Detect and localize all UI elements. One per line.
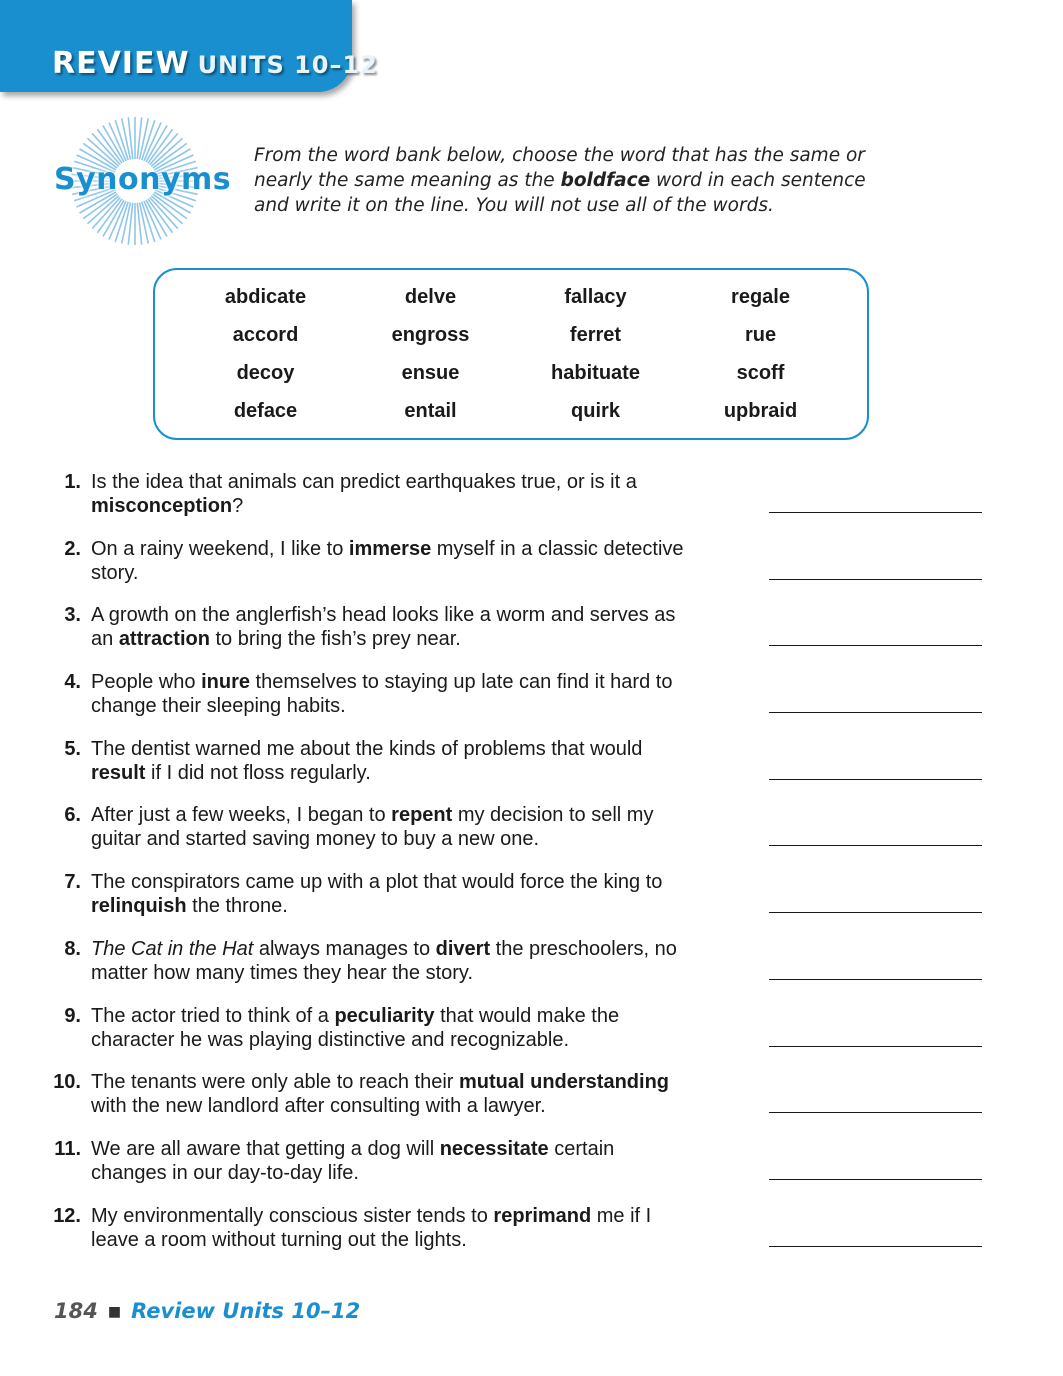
- word-bank-grid: [183, 284, 843, 425]
- question-number: 3.: [64, 604, 81, 627]
- question-text: [91, 1137, 691, 1185]
- question-text-post: that would make the character he was playing distinctive and recognizable.: [91, 1004, 620, 1051]
- word-bank-item: engross: [391, 324, 470, 346]
- answer-line[interactable]: [769, 979, 982, 980]
- instructions-bold: boldface: [560, 170, 651, 191]
- word-bank-item: fallacy: [564, 286, 627, 308]
- word-bank-item: delve: [404, 286, 457, 308]
- question-text-pre: A growth on the anglerfish’s head looks like a worm and serves as an: [91, 604, 676, 651]
- question-item: [0, 737, 1063, 804]
- question-text-pre: The conspirators came up with a plot that would force the king to: [91, 871, 663, 894]
- question-number: 5.: [64, 737, 81, 760]
- word-bank-item: regale: [731, 286, 790, 308]
- question-number: 7.: [64, 871, 81, 894]
- question-text-pre: always manages to: [253, 937, 436, 960]
- word-bank-item: scoff: [736, 362, 785, 384]
- answer-line[interactable]: [769, 845, 982, 846]
- question-text-pre: The actor tried to think of a: [91, 1004, 335, 1027]
- question-list: [0, 470, 1063, 1270]
- question-number: 9.: [64, 1004, 81, 1027]
- boldface-word: attraction: [118, 628, 210, 651]
- question-text-post: certain changes in our day-to-day life.: [91, 1137, 615, 1184]
- question-text-post: ?: [232, 495, 244, 517]
- question-text: [91, 937, 691, 985]
- footer: [54, 1299, 360, 1323]
- question-text-pre: The dentist warned me about the kinds of problems that would: [91, 737, 643, 760]
- question-text-post: if I did not floss regularly.: [145, 761, 371, 784]
- boldface-word: result: [91, 761, 146, 784]
- question-text: [91, 737, 691, 785]
- question-text-post: the preschoolers, no matter how many times they hear the story.: [91, 937, 677, 984]
- question-number: 11.: [54, 1137, 81, 1160]
- boldface-word: divert: [435, 937, 491, 960]
- answer-line[interactable]: [769, 779, 982, 780]
- word-bank-item: abdicate: [224, 286, 307, 308]
- question-number: 4.: [64, 671, 81, 694]
- answer-line[interactable]: [769, 1046, 982, 1047]
- boldface-word: necessitate: [439, 1137, 549, 1160]
- boldface-word: mutual understanding: [459, 1071, 669, 1094]
- question-text-pre: We are all aware that getting a dog will: [91, 1137, 440, 1160]
- question-text-post: my decision to sell my guitar and started saving money to buy a new one.: [91, 804, 654, 851]
- question-item: [0, 470, 1063, 537]
- question-text-post: myself in a classic detective story.: [91, 537, 684, 584]
- question-number: 12.: [53, 1204, 81, 1227]
- question-number: 6.: [64, 804, 81, 827]
- answer-line[interactable]: [769, 579, 982, 580]
- question-number: 1.: [64, 471, 81, 493]
- answer-line[interactable]: [769, 512, 982, 513]
- question-text-pre: After just a few weeks, I began to: [91, 804, 392, 827]
- question-item: [0, 803, 1063, 870]
- question-text-pre: People who: [91, 671, 202, 694]
- word-bank-item: accord: [232, 324, 299, 346]
- footer-title: Review Units 10–12: [131, 1299, 361, 1323]
- word-bank: [153, 268, 869, 440]
- boldface-word: relinquish: [91, 895, 187, 918]
- question-text: [91, 537, 691, 585]
- answer-line[interactable]: [769, 912, 982, 913]
- section-label: Synonyms: [54, 162, 232, 197]
- question-number: 2.: [64, 537, 81, 560]
- question-item: [0, 870, 1063, 937]
- question-text-post: to bring the fish’s prey near.: [209, 628, 461, 651]
- question-text: [91, 870, 691, 918]
- word-bank-item: decoy: [236, 362, 295, 384]
- question-item: [0, 670, 1063, 737]
- word-bank-item: habituate: [551, 362, 640, 384]
- word-bank-item: entail: [404, 400, 457, 422]
- question-text: [91, 803, 691, 851]
- question-item: [0, 1070, 1063, 1137]
- boldface-word: peculiarity: [334, 1004, 435, 1027]
- answer-line[interactable]: [769, 712, 982, 713]
- word-bank-item: rue: [744, 324, 777, 346]
- answer-line[interactable]: [769, 1112, 982, 1113]
- page-title: [52, 46, 378, 81]
- question-text: [91, 470, 691, 518]
- question-text: [91, 1070, 691, 1118]
- question-text: [91, 603, 691, 651]
- question-item: [0, 537, 1063, 604]
- question-item: [0, 603, 1063, 670]
- question-text-post: themselves to staying up late can find it hard to change their sleeping habits.: [91, 671, 673, 718]
- word-bank-item: ensue: [401, 362, 460, 384]
- boldface-word: inure: [201, 671, 250, 694]
- boldface-word: misconception: [91, 495, 233, 517]
- question-text-pre: The tenants were only able to reach their: [91, 1071, 459, 1094]
- answer-line[interactable]: [769, 645, 982, 646]
- question-text: [91, 670, 691, 718]
- question-item: [0, 1137, 1063, 1204]
- question-text: [91, 1204, 691, 1252]
- question-text-post: me if I leave a room without turning out the lights.: [91, 1204, 652, 1251]
- boldface-word: immerse: [348, 537, 432, 560]
- question-item: [0, 1004, 1063, 1071]
- title-main: REVIEW: [52, 46, 190, 81]
- word-bank-item: ferret: [569, 324, 622, 346]
- instructions: [254, 143, 874, 218]
- answer-line[interactable]: [769, 1246, 982, 1247]
- word-bank-item: quirk: [571, 400, 620, 422]
- question-number: 10.: [53, 1071, 81, 1094]
- question-item: [0, 1204, 1063, 1271]
- word-bank-item: upbraid: [723, 400, 798, 422]
- question-title-italic: The Cat in the Hat: [91, 937, 254, 960]
- boldface-word: repent: [391, 804, 453, 827]
- question-item: [0, 937, 1063, 1004]
- question-text-post: with the new landlord after consulting with a lawyer.: [91, 1095, 546, 1118]
- question-text-post: the throne.: [186, 895, 288, 918]
- question-number: 8.: [64, 937, 81, 960]
- answer-line[interactable]: [769, 1179, 982, 1180]
- question-text-pre: Is the idea that animals can predict earthquakes true, or is it a: [91, 471, 637, 493]
- instructions-post: word in each sentence and write it on the line. You will not use all of the words.: [254, 170, 866, 216]
- instructions-pre: From the word bank below, choose the word that has the same or nearly the same meaning as the: [254, 145, 865, 191]
- square-bullet-icon: ■: [107, 1304, 122, 1320]
- question-text-pre: My environmentally conscious sister tends to: [91, 1204, 494, 1227]
- word-bank-item: deface: [233, 400, 298, 422]
- page-number: 184: [54, 1299, 98, 1323]
- boldface-word: reprimand: [493, 1204, 592, 1227]
- title-sub: UNITS 10–12: [197, 51, 378, 79]
- question-text-pre: On a rainy weekend, I like to: [91, 537, 349, 560]
- question-text: [91, 1004, 691, 1052]
